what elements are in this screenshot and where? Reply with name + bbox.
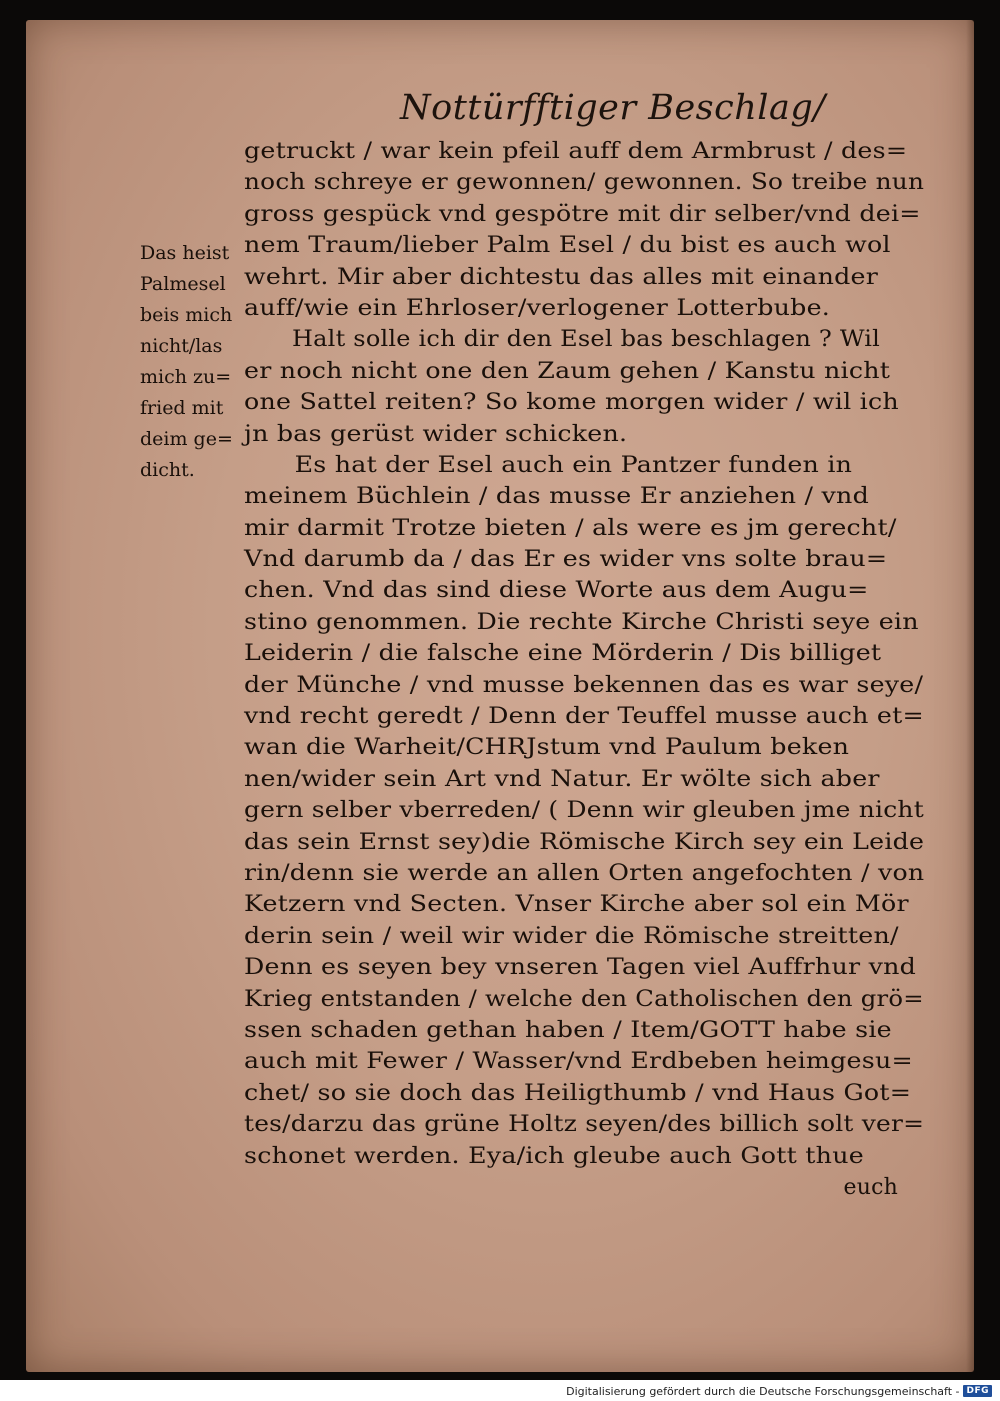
text-line: nem Traum/lieber Palm Esel / du bist es auch wol — [244, 233, 891, 259]
margin-note-line: mich zu= — [140, 366, 232, 388]
text-line: noch schreye er gewonnen/ gewonnen. So treibe nun — [244, 170, 925, 196]
catchword: euch — [843, 1174, 898, 1200]
funding-credit: Digitalisierung gefördert durch die Deutsche Forschungsgemeinschaft - — [566, 1384, 960, 1398]
text-line: nen/wider sein Art vnd Natur. Er wölte sich aber — [244, 766, 880, 792]
text-line: rin/denn sie werde an allen Orten angefochten / von — [244, 860, 925, 886]
text-line: one Sattel reiten? So kome morgen wider / wil ich — [244, 390, 899, 416]
text-line: wehrt. Mir aber dichtestu das alles mit einander — [244, 264, 879, 290]
body-text — [244, 136, 924, 1203]
text-line: Krieg entstanden / welche den Catholischen den grö= — [244, 986, 924, 1012]
text-line: Vnd darumb da / das Er es wider vns solte brau= — [244, 547, 888, 573]
margin-note-line: fried mit — [140, 397, 224, 419]
text-line: jn bas gerüst wider schicken. — [244, 421, 628, 447]
text-line: tes/darzu das grüne Holtz seyen/des billich solt ver= — [244, 1112, 925, 1138]
text-line: auff/wie ein Ehrloser/verlogener Lotterbube. — [244, 295, 831, 321]
margin-note-line: Palmesel — [140, 273, 226, 295]
text-line: chet/ so sie doch das Heiligthumb / vnd Haus Got= — [244, 1080, 912, 1106]
text-line: auch mit Fewer / Wasser/vnd Erdbeben heimgesu= — [244, 1049, 913, 1075]
text-line: schonet werden. Eya/ich gleube auch Gott thue — [244, 1143, 864, 1169]
text-line: das sein Ernst sey)die Römische Kirch sey ein Leide — [244, 829, 925, 855]
margin-note-line: deim ge= — [140, 428, 233, 450]
running-head: Nottürfftiger Beschlag/ — [400, 88, 826, 128]
margin-note-line: nicht/las — [140, 335, 223, 357]
text-line: derin sein / weil wir wider die Römische streitten/ — [244, 923, 899, 949]
margin-note — [140, 238, 244, 486]
text-line: Ketzern vnd Secten. Vnser Kirche aber sol ein Mör — [244, 892, 909, 918]
margin-note-line: Das heist — [140, 242, 230, 264]
text-line: Denn es seyen bey vnseren Tagen viel Auffrhur vnd — [244, 955, 917, 981]
text-line: mir darmit Trotze bieten / als were es jm gerecht/ — [244, 515, 897, 541]
text-line: Es hat der Esel auch ein Pantzer funden in — [294, 452, 853, 478]
text-line: Halt solle ich dir den Esel bas beschlagen ? Wil — [292, 327, 881, 353]
text-line: gross gespück vnd gespötre mit dir selber/vnd dei= — [244, 201, 921, 227]
text-line: Leiderin / die falsche eine Mörderin / Dis billiget — [244, 641, 882, 667]
dfg-logo: DFG — [963, 1385, 992, 1397]
text-line: vnd recht geredt / Denn der Teuffel musse auch et= — [244, 704, 924, 730]
text-line: er noch nicht one den Zaum gehen / Kanstu nicht — [244, 358, 891, 384]
text-line: der Münche / vnd musse bekennen das es war seye/ — [244, 672, 924, 698]
digitization-footer — [566, 1383, 992, 1399]
margin-note-line: beis mich — [140, 304, 233, 326]
text-line: meinem Büchlein / das musse Er anziehen / vnd — [244, 484, 870, 510]
margin-note-line: dicht. — [140, 459, 195, 481]
text-line: wan die Warheit/CHRJstum vnd Paulum beken — [244, 735, 850, 761]
text-line: ssen schaden gethan haben / Item/GOTT habe sie — [244, 1017, 892, 1043]
text-line: gern selber vberreden/ ( Denn wir gleuben jme nicht — [244, 798, 924, 824]
text-line: stino genommen. Die rechte Kirche Christi seye ein — [244, 609, 919, 635]
text-line: chen. Vnd das sind diese Worte aus dem Augu= — [244, 578, 869, 604]
text-line: getruckt / war kein pfeil auff dem Armbrust / des= — [244, 139, 908, 164]
